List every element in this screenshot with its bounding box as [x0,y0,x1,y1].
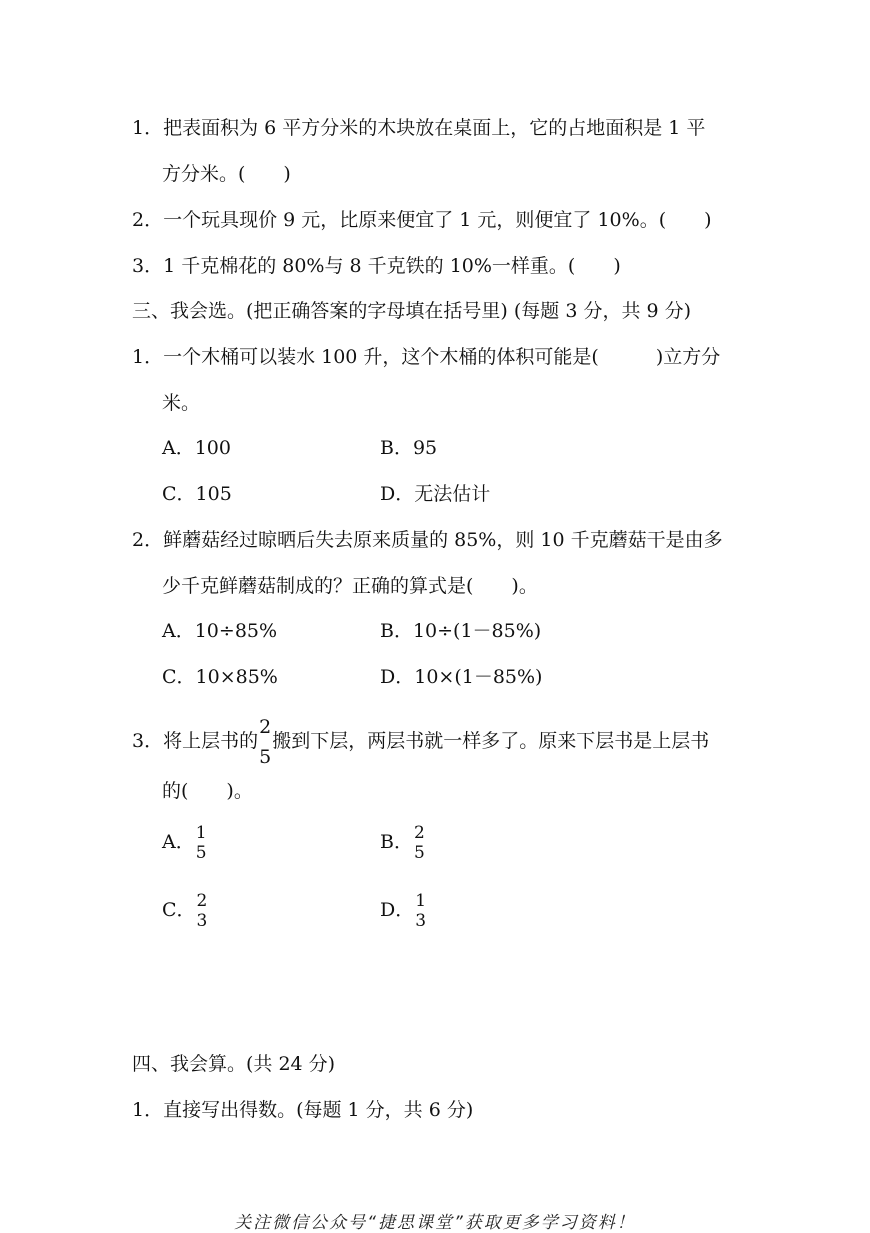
fraction-numerator: 2 [259,716,272,738]
choice-q3-text-before: 3．将上层书的 [132,730,259,752]
fraction-denominator: 5 [413,843,425,863]
choice-q2-line1: 2．鲜蘑菇经过晾晒后失去原来质量的 85%，则 10 千克蘑菇干是由多 [132,529,723,551]
fraction-numerator: 2 [413,823,425,843]
choice-q3-option-c [162,891,208,931]
choice-q2-option-c: C．10×85% [162,666,278,688]
choice-q1-line1: 1．一个木桶可以装水 100 升，这个木桶的体积可能是( )立方分 [132,346,721,368]
choice-q2-option-d: D．10×(1－85%) [380,666,543,688]
fraction-numerator: 1 [415,891,427,911]
choice-q3-fraction [259,712,271,772]
option-fraction [415,891,426,931]
option-letter: D． [380,899,415,921]
option-letter: B． [380,831,413,853]
judge-q1-line1: 1．把表面积为 6 平方分米的木块放在桌面上，它的占地面积是 1 平 [132,117,706,139]
section4-heading: 四、我会算。(共 24 分) [132,1053,336,1075]
option-fraction [197,891,208,931]
fraction-denominator: 5 [259,746,272,768]
judge-q3: 3．1 千克棉花的 80%与 8 千克铁的 10%一样重。( ) [132,255,621,277]
judge-q1-line2: 方分米。( ) [162,163,291,185]
choice-q1-option-c: C．105 [162,483,232,505]
calc-q1: 1．直接写出得数。(每题 1 分，共 6 分) [132,1099,474,1121]
option-fraction [414,823,425,863]
choice-q3-text-after: 搬到下层，两层书就一样多了。原来下层书是上层书 [272,730,710,752]
choice-q2-option-b: B．10÷(1－85%) [380,620,542,642]
option-letter: C． [162,899,196,921]
choice-q1-option-a: A．100 [162,437,231,459]
fraction-denominator: 5 [195,843,207,863]
choice-q3-line1 [132,712,709,772]
option-letter: A． [162,831,195,853]
choice-q3-option-d [380,891,427,931]
fraction-denominator: 3 [415,911,427,931]
choice-q1-option-b: B．95 [380,437,438,459]
choice-q3-option-b [380,823,426,863]
choice-q2-option-a: A．10÷85% [162,620,278,642]
choice-q1-option-d: D．无法估计 [380,483,491,505]
judge-q2: 2．一个玩具现价 9 元，比原来便宜了 1 元，则便宜了 10%。( ) [132,209,712,231]
fraction-numerator: 2 [196,891,208,911]
choice-q3-option-a [162,823,208,863]
choice-q1-line2: 米。 [162,392,201,414]
footer-notice: 关注微信公众号“捷思课堂”获取更多学习资料！ [234,1213,636,1233]
choice-q2-line2: 少千克鲜蘑菇制成的？正确的算式是( )。 [162,575,538,597]
option-fraction [196,823,207,863]
fraction-numerator: 1 [195,823,207,843]
fraction-denominator: 3 [196,911,208,931]
choice-q3-line2: 的( )。 [162,780,253,802]
section3-heading: 三、我会选。(把正确答案的字母填在括号里) (每题 3 分，共 9 分) [132,300,692,322]
